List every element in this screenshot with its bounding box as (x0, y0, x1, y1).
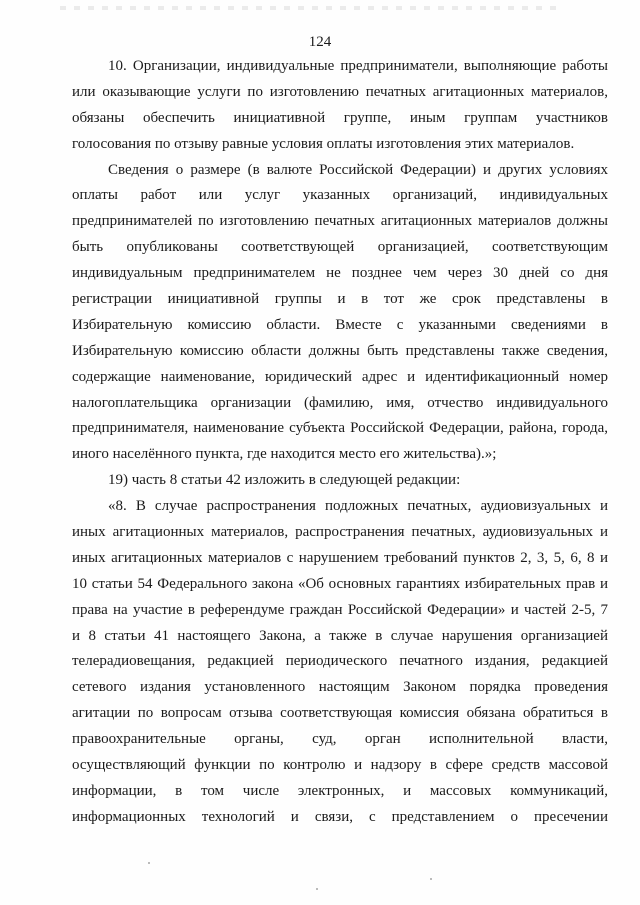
text-line: информации, в том числе электронных, и массовых коммуникаций, (72, 782, 608, 799)
text-line: регистрации инициативной группы и в тот же срок представлены в (72, 291, 608, 308)
text-line: и 8 статьи 41 настоящего Закона, а также в случае нарушения организацией (72, 627, 608, 644)
scan-speck (148, 862, 150, 864)
text-line: права на участие в референдуме граждан Российской Федерации» и частей 2-5, 7 (72, 601, 608, 618)
text-line: 10 статьи 54 Федерального закона «Об основных гарантиях избирательных прав и (72, 575, 608, 592)
text-line: оплаты работ или услуг указанных организаций, индивидуальных (72, 187, 608, 204)
text-line: Избирательную комиссию области должны быть представлены также сведения, (72, 342, 608, 359)
text-line: правоохранительные органы, суд, орган исполнительной власти, (72, 731, 608, 748)
text-line: осуществляющий функции по контролю и надзору в сфере средств массовой (72, 757, 608, 774)
text-line: быть опубликованы соответствующей организацией, соответствующим (72, 239, 608, 256)
text-line: 10. Организации, индивидуальные предприниматели, выполняющие работы (108, 58, 608, 74)
text-line: индивидуальным предпринимателем не позднее чем через 30 дней со дня (72, 265, 608, 282)
text-line: предпринимателей по изготовлению печатных агитационных материалов должны (72, 213, 608, 230)
text-line: Избирательную комиссию области. Вместе с указанными сведениями в (72, 316, 608, 333)
text-line: предпринимателя, наименование субъекта Российской Федерации, района, города, (72, 420, 608, 437)
scan-artifact (60, 6, 560, 10)
text-line: информационных технологий и связи, с представлением о пресечении (72, 808, 608, 825)
text-line: иных агитационных материалов с нарушением требований пунктов 2, 3, 5, 6, 8 и (72, 549, 608, 566)
document-body (72, 54, 608, 831)
page-number: 124 (308, 34, 332, 50)
text-line: или оказывающие услуги по изготовлению печатных агитационных материалов, (72, 83, 608, 100)
text-line: содержащие наименование, юридический адрес и идентификационный номер (72, 368, 608, 385)
text-line: иных агитационных материалов, распространения печатных, аудиовизуальных и (72, 524, 608, 541)
text-line: сетевого издания установленного настоящим Законом порядка проведения (72, 679, 608, 696)
text-line: агитации по вопросам отзыва соответствующая комиссия обязана обратиться в (72, 705, 608, 722)
text-line: обязаны обеспечить инициативной группе, иным группам участников (72, 109, 608, 126)
text-line: налогоплательщика организации (фамилию, имя, отчество индивидуального (72, 394, 608, 411)
text-line: «8. В случае распространения подложных печатных, аудиовизуальных и (108, 498, 608, 515)
text-line: 19) часть 8 статьи 42 изложить в следующей редакции: (108, 472, 461, 489)
scan-speck (316, 888, 318, 890)
text-line: иного населённого пункта, где находится место его жительства).»; (72, 446, 497, 463)
text-line: телерадиовещания, редакцией периодического печатного издания, редакцией (72, 653, 608, 670)
text-line: голосования по отзыву равные условия оплаты изготовления этих материалов. (72, 135, 575, 152)
scan-speck (430, 878, 432, 880)
text-line: Сведения о размере (в валюте Российской Федерации) и других условиях (108, 161, 608, 178)
